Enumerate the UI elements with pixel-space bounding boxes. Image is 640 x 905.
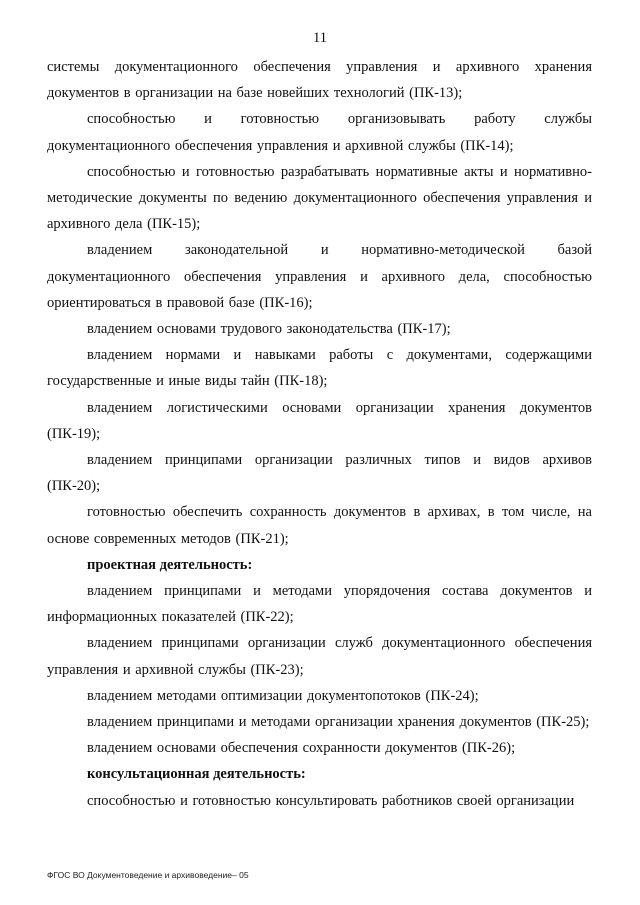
paragraph-pk17: владением основами трудового законодательства (ПК-17); xyxy=(87,321,451,338)
paragraph-pk18: владением нормами и навыками работы с документами, содержащими государственные и иные виды тайн (ПК-18); xyxy=(47,347,592,390)
document-body xyxy=(47,54,592,814)
page-footer: ФГОС ВО Документоведение и архивоведение– 05 xyxy=(47,870,249,880)
paragraph-pk21: готовностью обеспечить сохранность документов в архивах, в том числе, на основе современных методов (ПК-21); xyxy=(47,504,592,547)
paragraph-pk14: способностью и готовностью организовывать работу службы документационного обеспечения управления и архивной службы (ПК-14); xyxy=(47,111,592,154)
paragraph-pk22: владением принципами и методами упорядочения состава документов и информационных показателей (ПК-22); xyxy=(47,583,592,626)
paragraph-pk23: владением принципами организации служб документационного обеспечения управления и архивной службы (ПК-23); xyxy=(47,635,592,678)
paragraph-pk16: владением законодательной и нормативно-методической базой документационного обеспечения управления и архивного дела, способностью ориентироваться в правовой базе (ПК-16); xyxy=(47,242,592,311)
paragraph-pk24: владением методами оптимизации документопотоков (ПК-24); xyxy=(87,687,479,704)
section-heading-consulting: консультационная деятельность: xyxy=(87,766,306,783)
paragraph-pk19: владением логистическими основами организации хранения документов (ПК-19); xyxy=(47,399,592,442)
paragraph-pk15: способностью и готовностью разрабатывать нормативные акты и нормативно-методические документы по ведению документационного обеспечения управления и архивного дела (ПК-15); xyxy=(47,163,592,233)
paragraph-consulting: способностью и готовностью консультировать работников своей организации xyxy=(87,792,575,809)
page-number: 11 xyxy=(313,30,327,46)
section-heading-project: проектная деятельность: xyxy=(87,556,253,573)
paragraph-pk25: владением принципами и методами организации хранения документов (ПК-25); xyxy=(87,714,590,731)
paragraph-pk13: системы документационного обеспечения управления и архивного хранения документов в организации на базе новейших технологий (ПК-13); xyxy=(47,59,592,102)
paragraph-pk26: владением основами обеспечения сохранности документов (ПК-26); xyxy=(87,740,516,757)
paragraph-pk20: владением принципами организации различных типов и видов архивов (ПК-20); xyxy=(47,452,592,495)
